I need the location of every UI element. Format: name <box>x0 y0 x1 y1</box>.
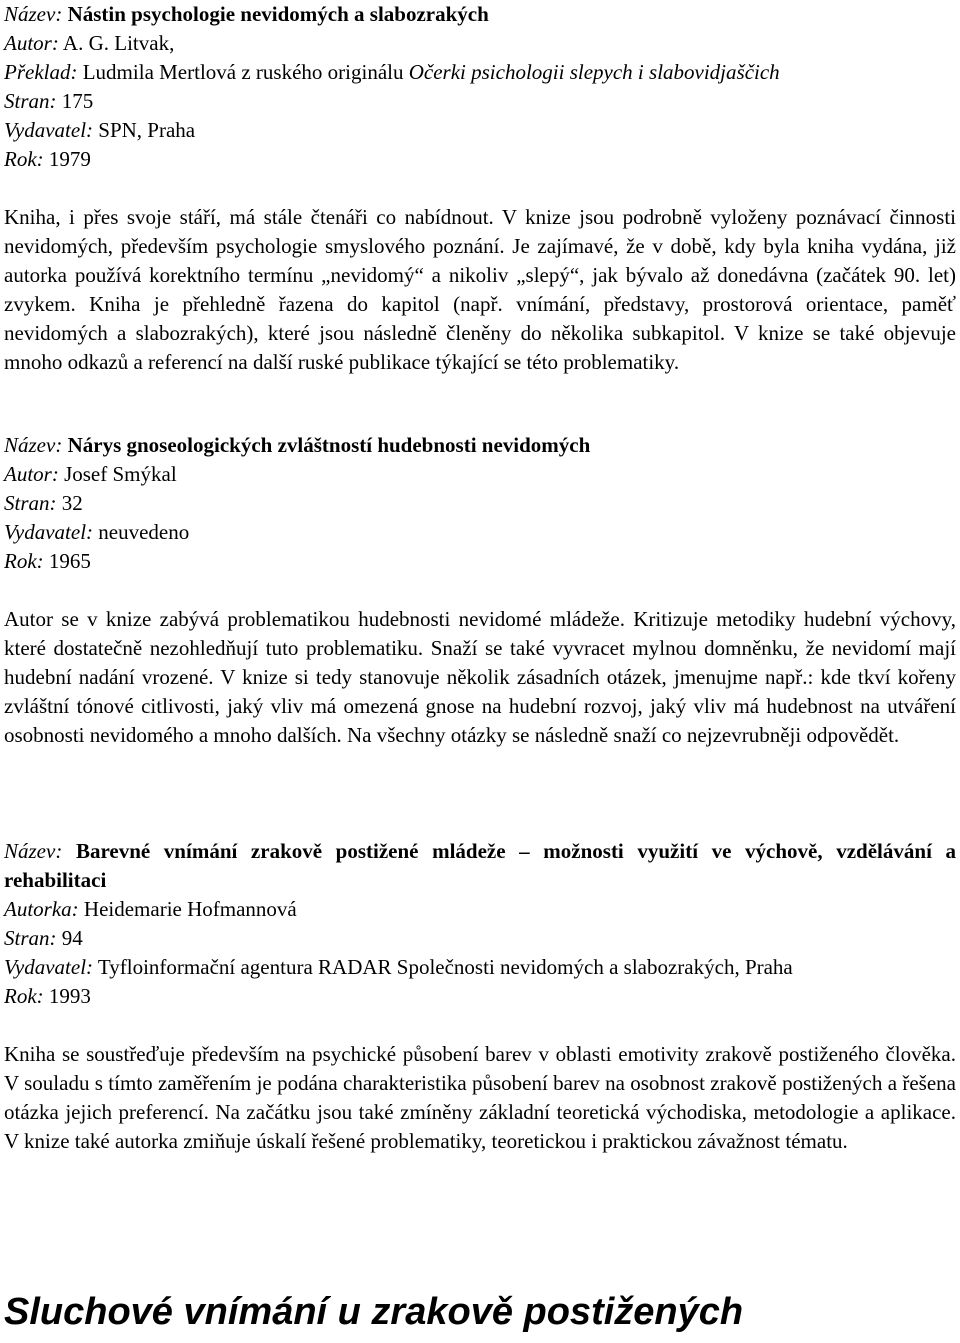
book-publisher-line <box>4 116 956 145</box>
book-pages-line <box>4 924 956 953</box>
book-pages: 94 <box>61 926 83 950</box>
book-pages-line <box>4 489 956 518</box>
author-label: Autorka: <box>4 897 79 921</box>
book-annotation: Kniha, i přes svoje stáří, má stále čtenáři co nabídnout. V knize jsou podrobně vyloženy poznávací činnosti nevidomých, především psychologie smyslového poznání. Je zajímavé, že v době, kdy byla kniha vydána, již autorka používá korektního termínu „nevidomý“ a nikoliv „slepý“, jak bývalo až donedávna (začátek 90. let) zvykem. Kniha je přehledně řazena do kapitol (např. vnímání, představy, prostorová orientace, paměť nevidomých a slabozrakých), které jsou následně členěny do několika subkapitol. V knize se také objevuje mnoho odkazů a referencí na další ruské publikace týkající se této problematiky. <box>4 205 956 374</box>
book-pages-line <box>4 87 956 116</box>
book-author: A. G. Litvak, <box>62 31 175 55</box>
book-publisher: SPN, Praha <box>98 118 196 142</box>
book-translation-line <box>4 58 956 87</box>
publisher-label: Vydavatel: <box>4 118 94 142</box>
translation-label: Překlad: <box>4 60 78 84</box>
book-entry-1 <box>4 0 956 377</box>
book-publisher-line <box>4 953 956 982</box>
pages-label: Stran: <box>4 491 57 515</box>
title-label: Název: <box>4 433 63 457</box>
book-title-line <box>4 431 956 460</box>
book-title-line <box>4 0 956 29</box>
book-year: 1965 <box>48 549 91 573</box>
book-publisher: neuvedeno <box>98 520 190 544</box>
book-entry-3 <box>4 837 956 1156</box>
book-publisher-line <box>4 518 956 547</box>
book-year: 1979 <box>48 147 91 171</box>
book-author-line <box>4 29 956 58</box>
book-author: Heidemarie Hofmannová <box>83 897 297 921</box>
book-translation: Ludmila Mertlová z ruského originálu <box>82 60 404 84</box>
book-entry-2 <box>4 431 956 750</box>
year-label: Rok: <box>4 147 44 171</box>
book-author-line <box>4 460 956 489</box>
book-author-line <box>4 895 956 924</box>
year-label: Rok: <box>4 984 44 1008</box>
book-title: Nárys gnoseologických zvláštností hudebnosti nevidomých <box>67 433 591 457</box>
book-original-title: Očerki psichologii slepych i slabovidjaščich <box>408 60 780 84</box>
publisher-label: Vydavatel: <box>4 955 94 979</box>
book-year-line <box>4 982 956 1011</box>
book-annotation: Kniha se soustřeďuje především na psychické působení barev v oblasti emotivity zrakově postiženého člověka. V souladu s tímto zaměřením je podána charakteristika působení barev na osobnost zrakově postižených a řešena otázka jejich preferencí. Na začátku jsou také zmíněny základní teoretická východiska, metodologie a aplikace. V knize také autorka zmiňuje úskalí řešené problematiky, teoretickou i praktickou závažnost tématu. <box>4 1042 956 1153</box>
section-heading: Sluchové vnímání u zrakově postižených <box>4 1291 744 1333</box>
book-year: 1993 <box>48 984 91 1008</box>
book-pages: 175 <box>61 89 94 113</box>
book-publisher: Tyfloinformační agentura RADAR Společnosti nevidomých a slabozrakých, Praha <box>97 955 793 979</box>
book-title-line <box>4 837 956 895</box>
pages-label: Stran: <box>4 89 57 113</box>
book-annotation: Autor se v knize zabývá problematikou hudebnosti nevidomé mládeže. Kritizuje metodiky hudební výchovy, které dostatečně nezohledňují tuto problematiku. Snaží se také vyvracet mylnou domněnku, že nevidomí mají hudební nadání vrozené. V knize si tedy stanovuje několik zásadních otázek, jmenujme např.: kde tkví kořeny zvláštní tónové citlivosti, jaký vliv má omezená gnose na hudební rozvoj, jaký vliv má hudebnost na utváření osobnosti nevidomého a mnoho dalších. Na všechny otázky se následně snaží co nejzevrubněji odpovědět. <box>4 607 956 747</box>
title-label: Název: <box>4 839 63 863</box>
author-label: Autor: <box>4 462 59 486</box>
book-author: Josef Smýkal <box>64 462 177 486</box>
author-label: Autor: <box>4 31 59 55</box>
publisher-label: Vydavatel: <box>4 520 94 544</box>
book-pages: 32 <box>61 491 83 515</box>
title-label: Název: <box>4 2 63 26</box>
pages-label: Stran: <box>4 926 57 950</box>
year-label: Rok: <box>4 549 44 573</box>
book-title: Nástin psychologie nevidomých a slabozrakých <box>67 2 489 26</box>
book-year-line <box>4 145 956 174</box>
book-title: Barevné vnímání zrakově postižené mládeže – možnosti využití ve výchově, vzdělávání a rehabilitaci <box>4 839 957 892</box>
book-year-line <box>4 547 956 576</box>
